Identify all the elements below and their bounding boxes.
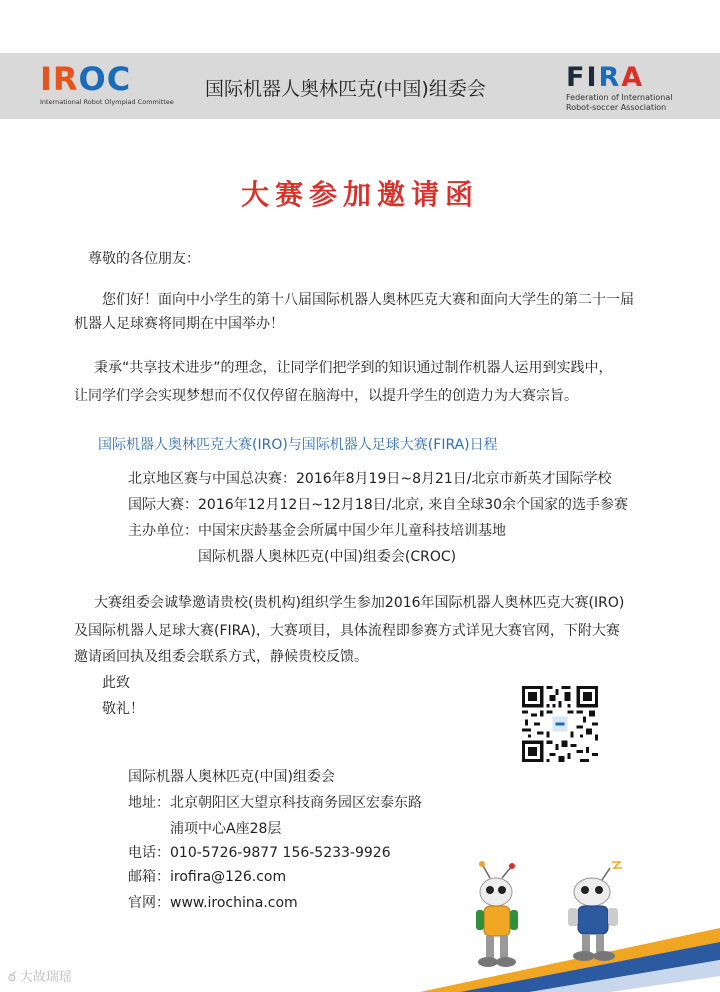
- greeting: 尊敬的各位朋友：: [88, 251, 200, 267]
- qr-code: [522, 686, 598, 762]
- para1-line1: 您们好！面向中小学生的第十八届国际机器人奥林匹克大赛和面向大学生的第二十一届: [102, 292, 634, 308]
- robot-mascots-illustration: [462, 858, 662, 978]
- schedule-line-3: 主办单位：中国宋庆龄基金会所属中国少年儿童科技培训基地: [128, 523, 506, 539]
- contact-org: 国际机器人奥林匹克(中国)组委会: [128, 769, 335, 785]
- document-title: 大赛参加邀请函: [240, 178, 479, 211]
- contact-email: 邮箱：irofira@126.com: [128, 869, 287, 885]
- watermark-logo-icon: ఠ: [8, 970, 16, 985]
- watermark: [8, 966, 72, 988]
- schedule-line-1: 北京地区赛与中国总决赛：2016年8月19日~8月21日/北京市新英才国际学校: [128, 471, 612, 487]
- contact-phone: 电话：010-5726-9877 156-5233-9926: [128, 845, 391, 861]
- para3-line1: 大赛组委会诚挚邀请贵校(贵机构)组织学生参加2016年国际机器人奥林匹克大赛(IRO): [94, 595, 625, 611]
- schedule-heading: 国际机器人奥林匹克大赛(IRO)与国际机器人足球大赛(FIRA)日程: [98, 437, 498, 453]
- fira-subtitle-2: Robot-soccer Association: [566, 103, 667, 112]
- robot-right-icon: [568, 862, 622, 961]
- fira-logo-mark: FIRA: [566, 62, 645, 93]
- iroc-logo-rest: OC: [78, 60, 132, 98]
- fira-subtitle-1: Federation of International: [566, 93, 673, 102]
- para2-line2: 让同学们学会实现梦想而不仅仅停留在脑海中，以提升学生的创造力为大赛宗旨。: [74, 388, 578, 404]
- schedule-line-4: 国际机器人奥林匹克(中国)组委会(CROC): [198, 549, 457, 565]
- schedule-line-2: 国际大赛：2016年12月12日~12月18日/北京, 来自全球30余个国家的选手参赛: [128, 497, 629, 513]
- iroc-subtitle: International Robot Olympiad Committee: [40, 98, 174, 106]
- para3-line3: 邀请函回执及组委会联系方式，静候贵校反馈。: [74, 649, 368, 665]
- iroc-logo-mark: IROC: [40, 60, 132, 98]
- header-org-title: 国际机器人奥林匹克(中国)组委会: [205, 78, 486, 100]
- robot-left-icon: [476, 861, 518, 967]
- closing-line-1: 此致: [102, 675, 130, 691]
- closing-line-2: 敬礼！: [102, 701, 144, 717]
- para2-line1: 秉承“共享技术进步”的理念，让同学们把学到的知识通过制作机器人运用到实践中，: [94, 360, 613, 376]
- contact-website: 官网：www.irochina.com: [128, 895, 298, 911]
- para3-line2: 及国际机器人足球大赛(FIRA)，大赛项目，具体流程即参赛方式详见大赛官网，下附大赛: [74, 623, 620, 639]
- para1-line2: 机器人足球赛将同期在中国举办！: [74, 316, 284, 332]
- iroc-logo: [40, 62, 180, 110]
- contact-address-line2: 浦项中心A座28层: [170, 821, 282, 837]
- contact-address-line1: 地址：北京朝阳区大望京科技商务园区宏泰东路: [128, 795, 422, 811]
- fira-logo: [566, 64, 686, 114]
- watermark-text: 大故瑞瑶: [19, 970, 72, 985]
